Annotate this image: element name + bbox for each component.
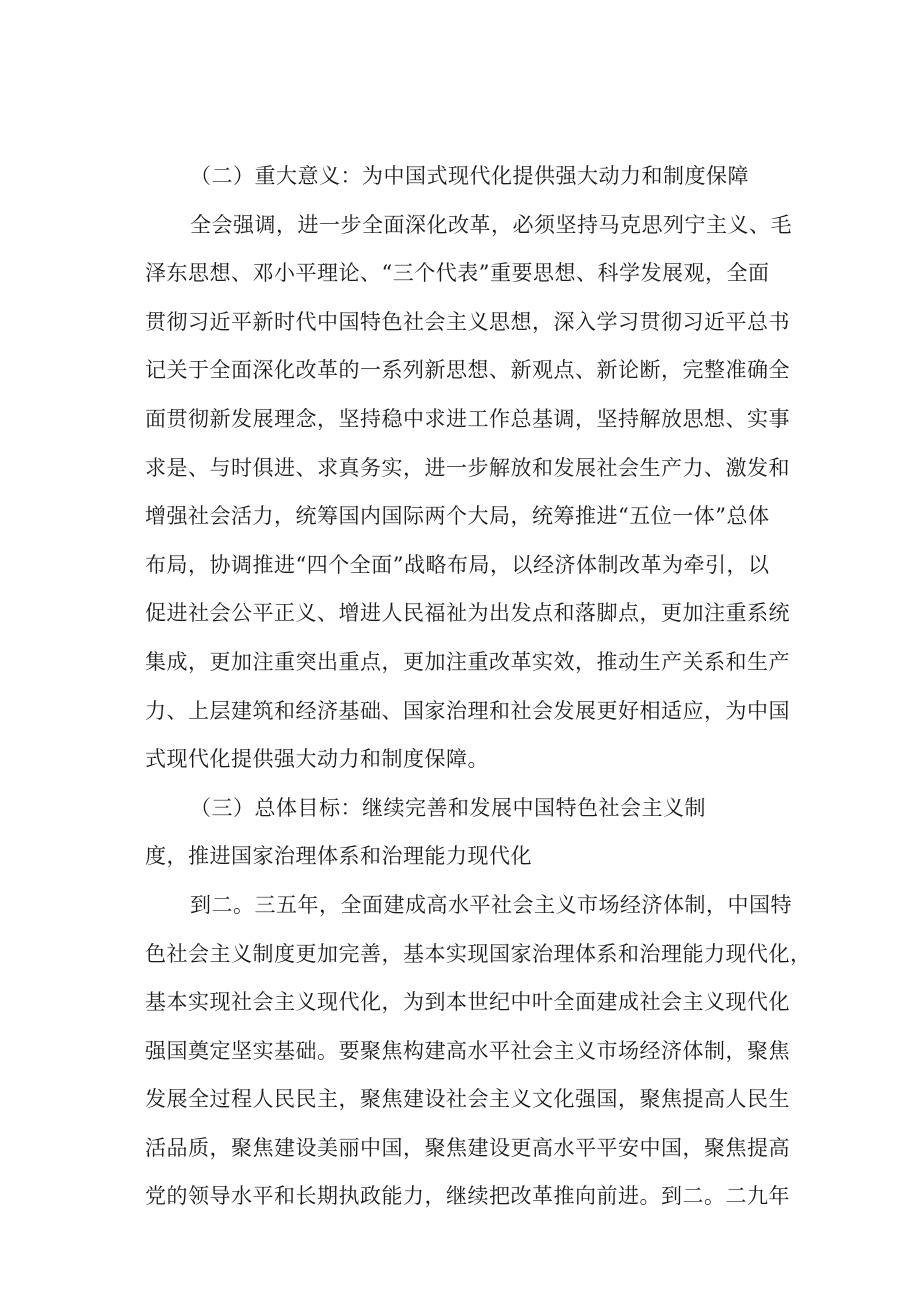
paragraph-line: 布局，协调推进“四个全面”战略布局，以经济体制改革为牵引，以 [145, 552, 770, 577]
paragraph-line: 增强社会活力，统筹国内国际两个大局，统筹推进“五位一体”总体 [145, 504, 770, 529]
paragraph-line: 促进社会公平正义、增进人民福祉为出发点和落脚点，更加注重系统 [145, 601, 790, 626]
paragraph-line: 全会强调，进一步全面深化改革，必须坚持马克思列宁主义、毛 [190, 212, 792, 237]
section-heading-2: （二）重大意义：为中国式现代化提供强大动力和制度保障 [190, 164, 749, 188]
paragraph-line: 求是、与时俱进、求真务实，进一步解放和发展社会生产力、激发和 [145, 455, 790, 480]
paragraph-line: 色社会主义制度更加完善，基本实现国家治理体系和治理能力现代化， [145, 941, 812, 966]
paragraph-line: 活品质，聚焦建设美丽中国，聚焦建设更高水平平安中国，聚焦提高 [145, 1135, 790, 1160]
paragraph-line: 党的领导水平和长期执政能力，继续把改革推向前进。到二。二九年 [145, 1184, 790, 1209]
paragraph-line: 贯彻习近平新时代中国特色社会主义思想，深入学习贯彻习近平总书 [145, 309, 790, 334]
document-body [145, 152, 812, 1221]
paragraph-line: 到二。三五年，全面建成高水平社会主义市场经济体制，中国特 [190, 892, 792, 917]
section-heading-3-line-2: 度，推进国家治理体系和治理能力现代化 [145, 844, 532, 869]
paragraph-line: 面贯彻新发展理念，坚持稳中求进工作总基调，坚持解放思想、实事 [145, 406, 790, 431]
paragraph-line: 发展全过程人民民主，聚焦建设社会主义文化强国，聚焦提高人民生 [145, 1087, 790, 1112]
paragraph-line: 式现代化提供强大动力和制度保障。 [145, 747, 489, 772]
paragraph-line: 泽东思想、邓小平理论、“三个代表”重要思想、科学发展观，全面 [145, 261, 770, 286]
section-heading-3-line-1: （三）总体目标：继续完善和发展中国特色社会主义制 [190, 795, 706, 820]
paragraph-line: 记关于全面深化改革的一系列新思想、新观点、新论断，完整准确全 [145, 358, 790, 383]
paragraph-line: 力、上层建筑和经济基础、国家治理和社会发展更好相适应，为中国 [145, 698, 790, 723]
paragraph-line: 基本实现社会主义现代化，为到本世纪中叶全面建成社会主义现代化 [145, 990, 790, 1015]
paragraph-line: 集成，更加注重突出重点，更加注重改革实效，推动生产关系和生产 [145, 649, 790, 674]
paragraph-line: 强国奠定坚实基础。要聚焦构建高水平社会主义市场经济体制，聚焦 [145, 1038, 790, 1063]
